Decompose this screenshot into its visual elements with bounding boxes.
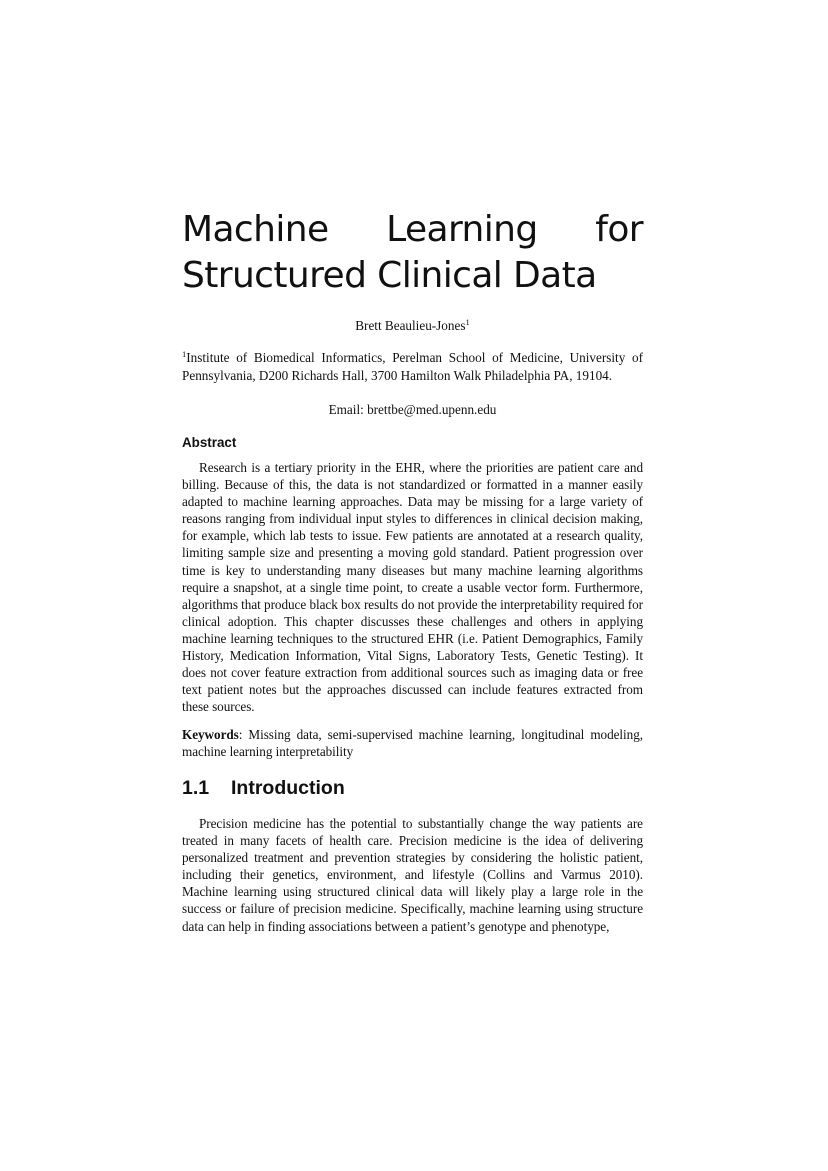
abstract-heading: Abstract xyxy=(182,435,237,450)
introduction-text: Precision medicine has the potential to substantially change the way patients are treated in many facets of health care. Precision medicine is the idea of delivering personalized treatment and prevention strategies by considering the holistic patient, including their genetics, environment, and lifestyle (Collins and Varmus 2010). Machine learning using structured clinical data will likely play a large role in the success or failure of precision medicine. Specifically, machine learning using structure data can help in finding associations between a patient’s genotype and phenotype, xyxy=(182,816,643,934)
affiliation-text: Institute of Biomedical Informatics, Perelman School of Medicine, University of Pennsylvania, D200 Richards Hall, 3700 Hamilton Walk Philadelphia PA, 19104. xyxy=(182,350,643,383)
abstract-text: Research is a tertiary priority in the EHR, where the priorities are patient care and billing. Because of this, the data is not standardized or formatted in a manner easily adapted to machine learning approaches. Data may be missing for a large variety of reasons ranging from individual input styles to differences in clinical decision making, for example, which lab tests to issue. Few patients are annotated at a research quality, limiting sample size and presenting a moving gold standard. Patient progression over time is key to understanding many diseases but many machine learning algorithms require a snapshot, at a single time point, to create a usable vector form. Furthermore, algorithms that produce black box results do not provide the interpretability required for clinical adoption. This chapter discusses these challenges and others in applying machine learning techniques to the structured EHR (i.e. Patient Demographics, Family History, Medication Information, Vital Signs, Laboratory Tests, Genetic Testing). It does not cover feature extraction from additional sources such as imaging data or free text patient notes but the approaches discussed can include features extracted from these sources. xyxy=(182,460,643,715)
section-title: Introduction xyxy=(231,777,345,799)
author-line xyxy=(182,317,643,334)
author-email: Email: brettbe@med.upenn.edu xyxy=(328,402,497,417)
author-name: Brett Beaulieu-Jones xyxy=(355,318,466,333)
paper-title: Machine Learning for Structured Clinical Data xyxy=(182,209,643,296)
affiliation xyxy=(182,349,643,384)
keywords-text: : Missing data, semi-supervised machine learning, longitudinal modeling, machine learning interpretability xyxy=(182,727,643,760)
section-heading xyxy=(182,776,345,800)
section-number: 1.1 xyxy=(182,777,210,799)
keywords-label: Keywords xyxy=(182,727,239,742)
keywords xyxy=(182,726,643,760)
author-affiliation-mark: 1 xyxy=(465,317,470,327)
affiliation-mark: 1 xyxy=(182,349,187,359)
